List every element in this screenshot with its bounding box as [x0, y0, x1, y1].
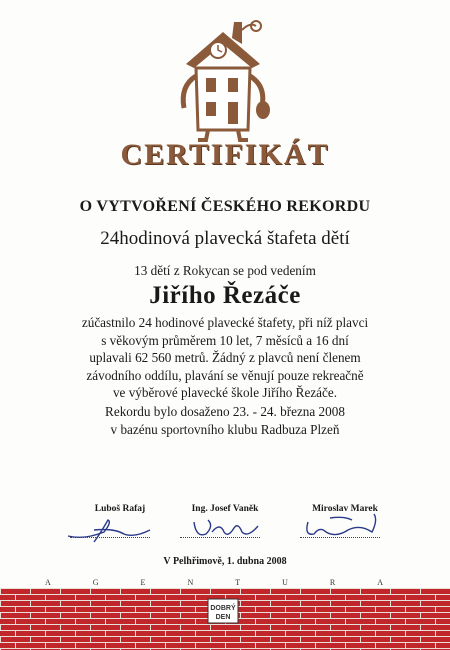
description-line: závodního oddílu, plavání se věnují pouze rekreačně: [86, 367, 364, 383]
signatory-name: Miroslav Marek: [312, 504, 378, 514]
signatory-name: Ing. Josef Vaněk: [191, 504, 259, 514]
certificate-subtitle: 24hodinová plavecká štafeta dětí: [100, 228, 350, 249]
leader-name: Jiřího Řezáče: [149, 282, 301, 309]
signature-marek: [300, 510, 386, 540]
description-line: zúčastnilo 24 hodinové plavecké štafety, při níž plavci: [81, 315, 369, 330]
badge-line-1: DOBRÝ: [210, 605, 236, 612]
agency-label: AGENTURA: [45, 578, 425, 587]
signature-line: [180, 537, 260, 538]
description-line: s věkovým průměrem 10 let, 7 měsíců a 16 dní: [101, 332, 349, 348]
description-line: ve výběrové plavecké škole Jiřího Řezáče.: [112, 385, 338, 400]
dobry-den-badge: [206, 595, 240, 629]
record-line: Rekordu bylo dosaženo 23. - 24. března 2008: [105, 404, 345, 419]
certificate-heading: CERTIFIKÁT: [120, 138, 330, 171]
description-line: uplavali 62 560 metrů. Žádný z plavců není členem: [89, 350, 361, 365]
signature-rafaj: [64, 516, 154, 544]
signature-line: [70, 537, 150, 538]
record-line: v bazénu sportovního klubu Radbuza Plzeň: [110, 421, 340, 437]
badge-line-2: DEN: [215, 614, 231, 621]
certificate-title: O VYTVOŘENÍ ČESKÉHO REKORDU: [79, 198, 371, 215]
description-paragraph: [40, 314, 410, 402]
signatory-name: Luboš Rafaj: [94, 504, 146, 514]
place-date: V Pelhřimově, 1. dubna 2008: [163, 556, 287, 567]
signature-vanek: [188, 512, 268, 540]
record-details: [0, 403, 450, 438]
house-mascot-logo: [168, 12, 278, 142]
intro-line: 13 dětí z Rokycan se pod vedením: [134, 263, 316, 278]
signature-line: [300, 537, 380, 538]
